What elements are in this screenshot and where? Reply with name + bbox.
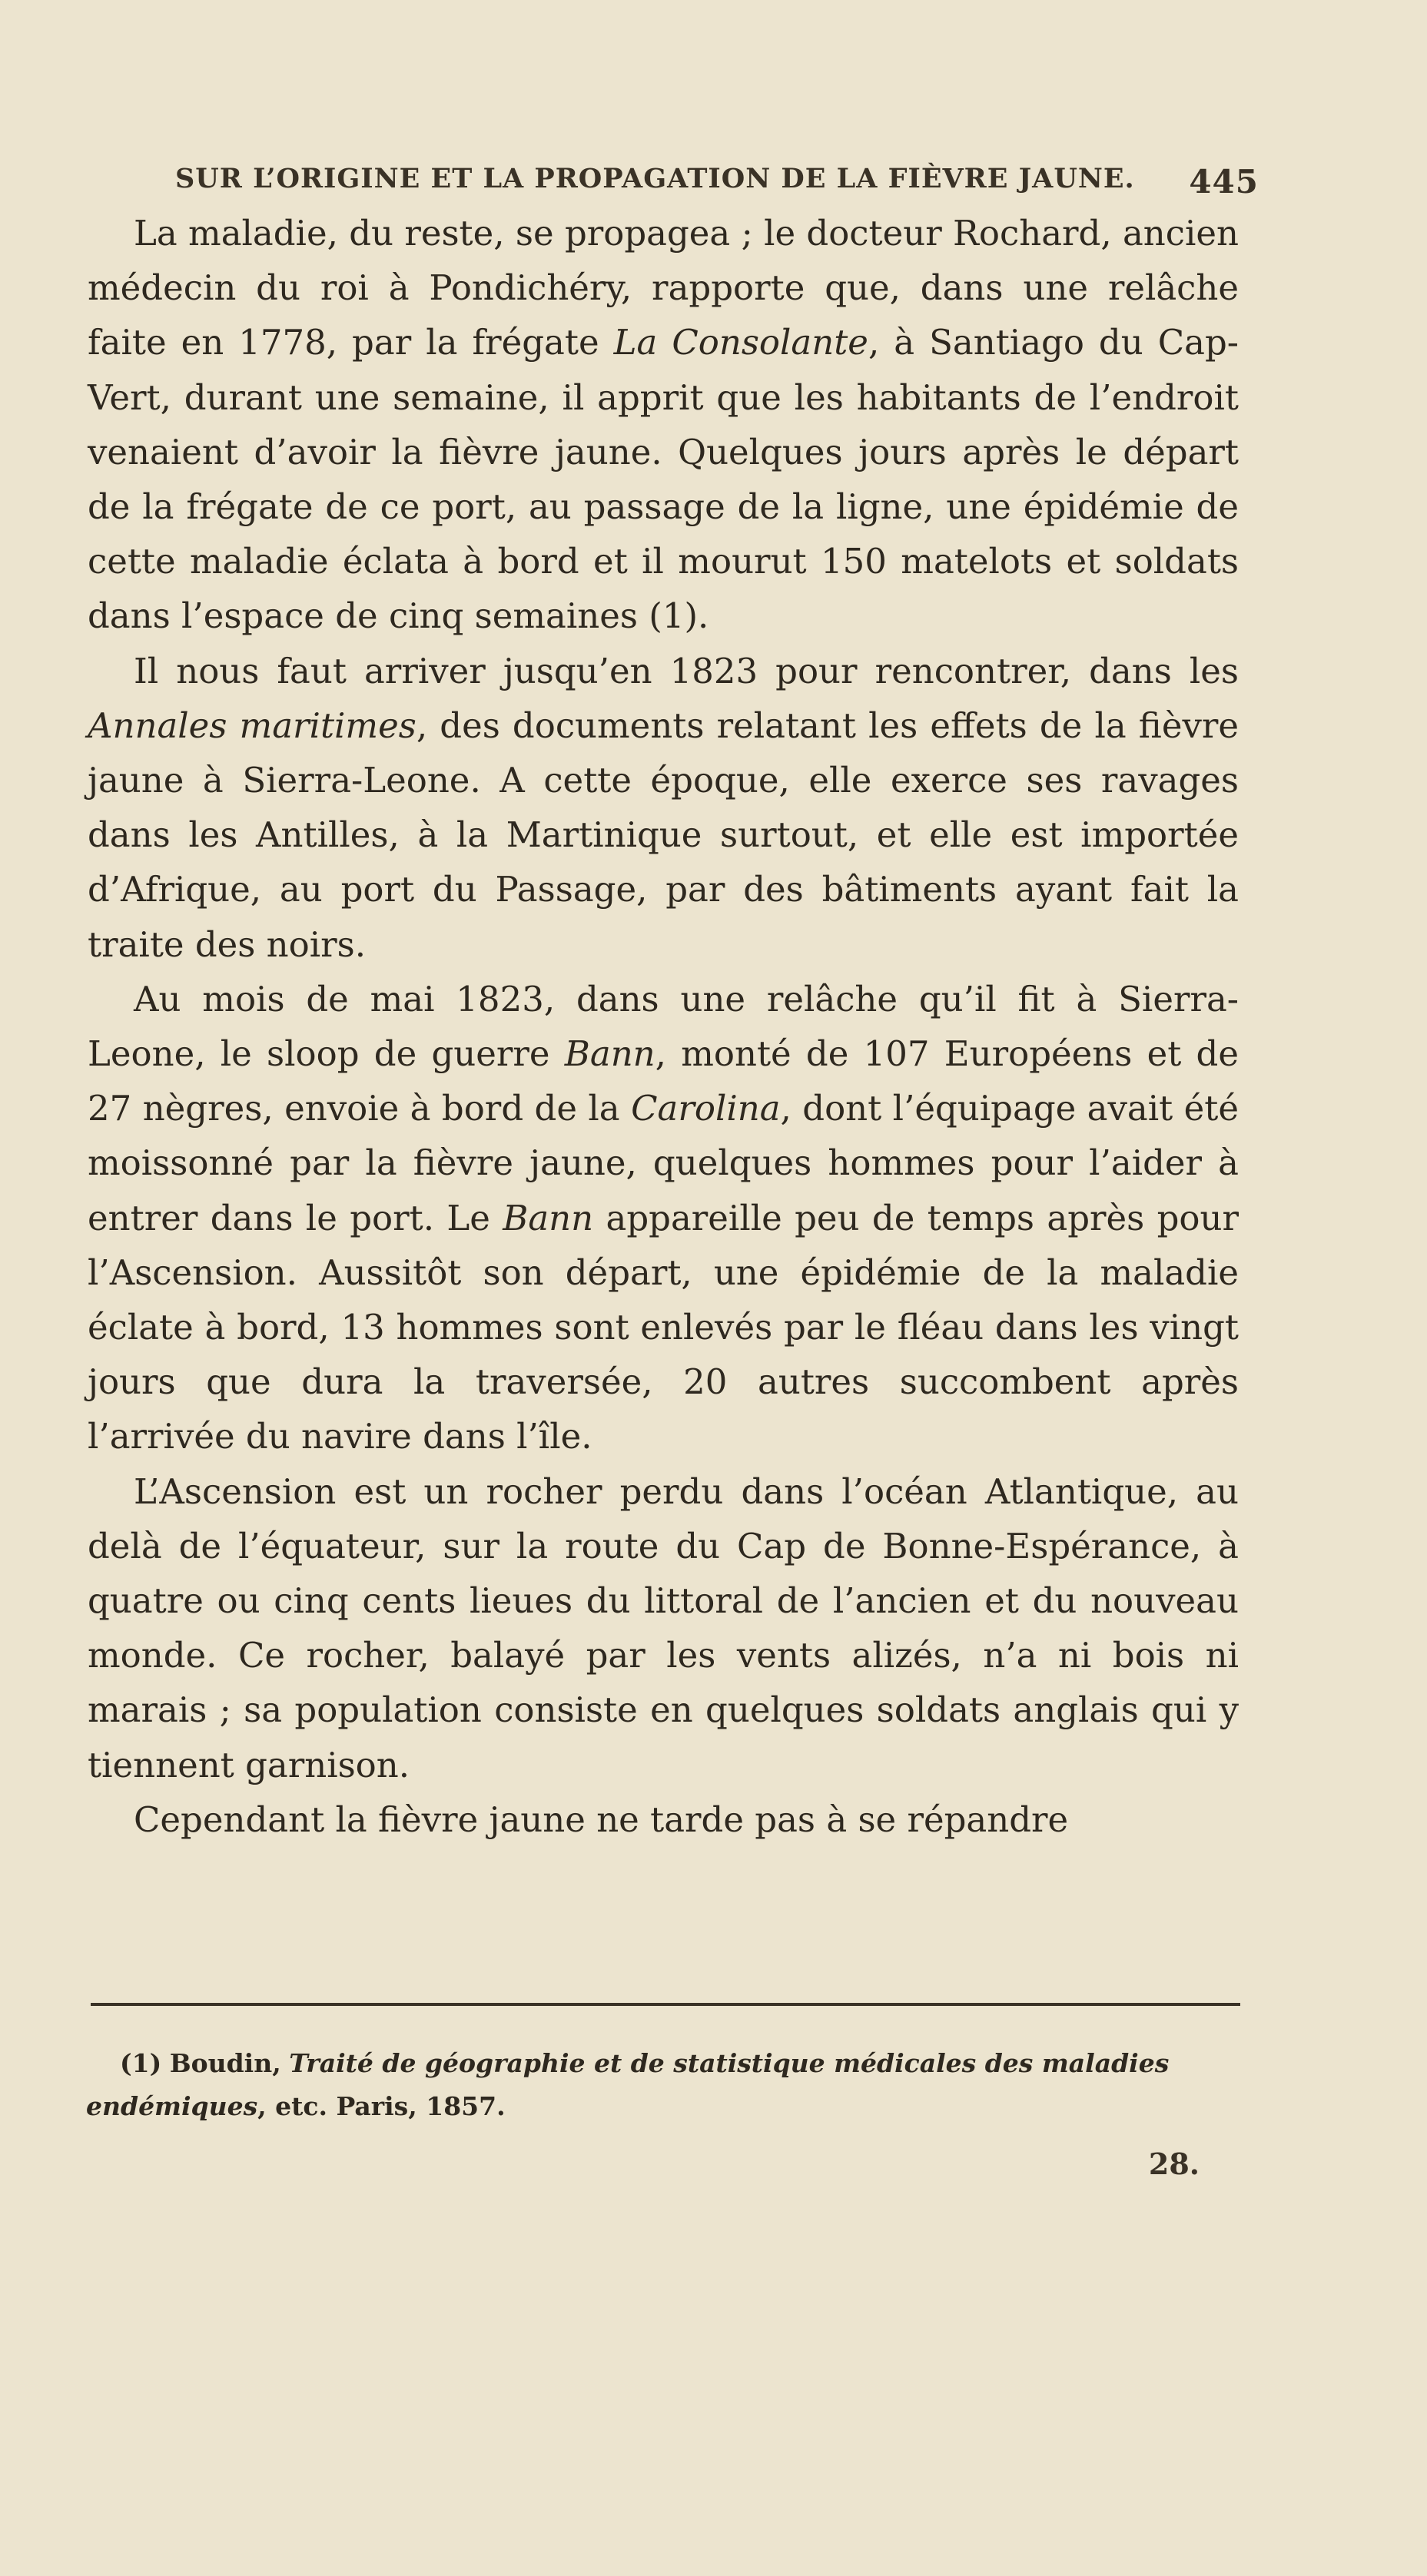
footnote-title: Traité de géographie et de statistique médicales des maladies endémiques [86,2048,1170,2121]
running-title: SUR L’ORIGINE ET LA PROPAGATION DE LA FIÈVRE JAUNE. [175,163,1135,194]
footnote-rule [91,2003,1240,2006]
page-number: 445 [1189,163,1259,201]
ship-name: La Consolante [613,322,868,363]
ship-name: Bann [503,1197,594,1238]
publication-title: Annales maritimes [88,705,416,746]
paragraph: La maladie, du reste, se propagea ; le docteur Rochard, ancien médecin du roi à Pondichéry, rapporte que, dans une relâche faite en 1778, par la frégate La Consolante, à Santiago du Cap-Vert, durant une semaine, il apprit que les habitants de l’endroit venaient d’avoir la fièvre jaune. Quelques jours après le départ de la frégate de ce port, au passage de la ligne, une épidémie de cette maladie éclata à bord et il mourut 150 matelots et soldats dans l’espace de cinq semaines (1). [88,213,1239,637]
footnote-rest: , etc. Paris, 1857. [257,2091,506,2121]
signature-mark: 28. [1148,2147,1200,2181]
paragraph: Au mois de mai 1823, dans une relâche qu’il fit à Sierra-Leone, le sloop de guerre Bann, monté de 107 Européens et de 27 nègres, envoie à bord de la Carolina, dont l’équipage avait été moissonné par la fièvre jaune, quelques hommes pour l’aider à entrer dans le port. Le Bann appareille peu de temps après pour l’Ascension. Aussitôt son départ, une épidémie de la maladie éclate à bord, 13 hommes sont enlevés par le fléau dans les vingt jours que dura la traversée, 20 autres succombent après l’arrivée du navire dans l’île. [88,978,1239,1457]
ship-name: Bann [564,1033,655,1075]
footnote-marker: (1) [120,2048,162,2078]
footnote [86,2042,1239,2128]
footnote-author: Boudin, [169,2048,281,2078]
paragraph: Cependant la fièvre jaune ne tarde pas à se répandre [134,1799,1069,1840]
body-text [88,206,1239,1847]
paragraph: L’Ascension est un rocher perdu dans l’océan Atlantique, au delà de l’équateur, sur la route du Cap de Bonne-Espérance, à quatre ou cinq cents lieues du littoral de l’ancien et du nouveau monde. Ce rocher, balayé par les vents alizés, n’a ni bois ni marais ; sa population consiste en quelques soldats anglais qui y tiennent garnison. [88,1470,1239,1785]
running-head [175,158,1259,204]
ship-name: Carolina [631,1088,781,1129]
paragraph: Il nous faut arriver jusqu’en 1823 pour rencontrer, dans les Annales maritimes, des documents relatant les effets de la fièvre jaune à Sierra-Leone. A cette époque, elle exerce ses ravages dans les Antilles, à la Martinique surtout, et elle est importée d’Afrique, au port du Passage, par des bâtiments ayant fait la traite des noirs. [88,650,1239,965]
